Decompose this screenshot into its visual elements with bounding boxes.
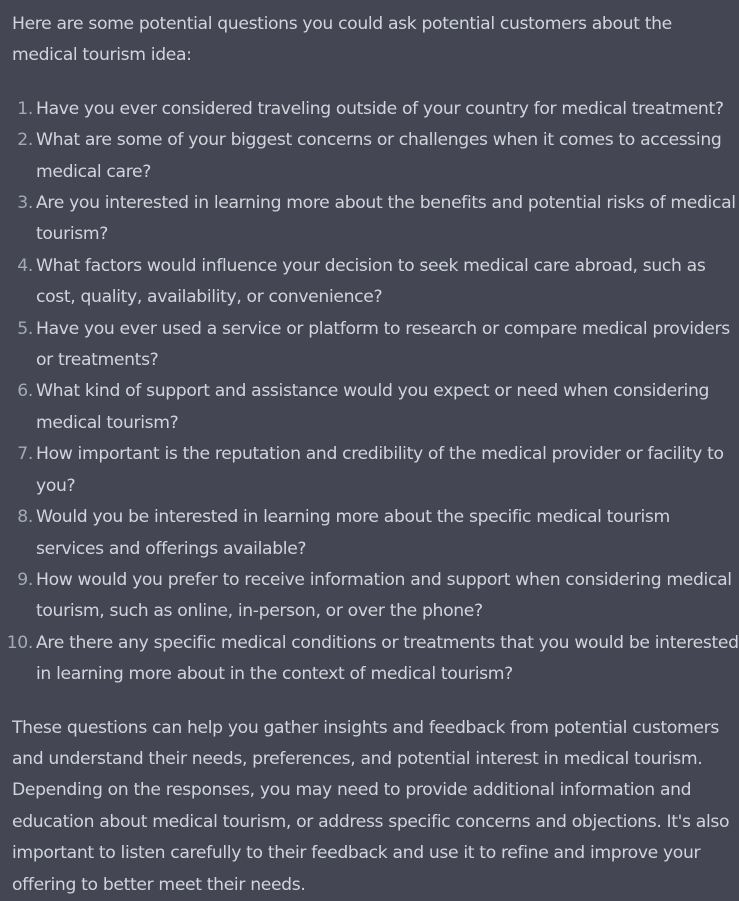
list-item-text: Are there any specific medical conditions or treatments that you would be interested in learning more about in the context of medical tourism?	[36, 632, 739, 685]
list-item-number: 5.	[17, 318, 33, 339]
list-item	[12, 565, 739, 628]
list-item-text: What are some of your biggest concerns or challenges when it comes to accessing medical care?	[36, 130, 722, 182]
list-item-text: Are you interested in learning more about the benefits and potential risks of medical tourism?	[36, 193, 736, 245]
list-item-number: 4.	[17, 255, 33, 276]
list-item-text: How would you prefer to receive information and support when considering medical tourism, such as online, in-person, or over the phone?	[36, 569, 732, 622]
conclusion-paragraph: These questions can help you gather insights and feedback from potential customers and understand their needs, preferences, and potential interest in medical tourism. Depending on the responses, you may need to provide additional information and education about medical tourism, or address specific concerns and objections. It's also important to listen carefully to their feedback and use it to refine and improve your offering to better meet their needs.	[12, 717, 730, 895]
list-item	[12, 439, 739, 502]
list-item-number: 10.	[6, 632, 33, 653]
list-item-number: 1.	[17, 98, 33, 119]
list-item	[12, 125, 739, 188]
list-item	[12, 94, 739, 125]
list-item-text: What factors would influence your decision to seek medical care abroad, such as cost, quality, availability, or convenience?	[36, 255, 706, 308]
questions-list	[6, 94, 739, 691]
list-item-number: 3.	[17, 193, 33, 214]
list-item-text: How important is the reputation and credibility of the medical provider or facility to you?	[36, 444, 724, 496]
list-item	[12, 188, 739, 251]
list-item-text: What kind of support and assistance would you expect or need when considering medical tourism?	[36, 381, 710, 433]
list-item-number: 2.	[17, 130, 33, 151]
intro-paragraph: Here are some potential questions you could ask potential customers about the medical tourism idea:	[12, 14, 672, 66]
assistant-message	[6, 9, 739, 901]
list-item-number: 6.	[17, 381, 33, 402]
list-item-text: Have you ever used a service or platform to research or compare medical providers or treatments?	[36, 318, 730, 371]
list-item	[12, 251, 739, 314]
list-item-number: 7.	[17, 444, 33, 465]
list-item-text: Have you ever considered traveling outside of your country for medical treatment?	[36, 98, 724, 119]
list-item-number: 9.	[17, 569, 33, 590]
list-item-number: 8.	[17, 507, 33, 528]
list-item	[6, 628, 739, 691]
list-item	[12, 502, 739, 565]
list-item	[12, 376, 739, 439]
list-item	[12, 314, 739, 377]
list-item-text: Would you be interested in learning more about the specific medical tourism services and offerings available?	[36, 507, 670, 559]
